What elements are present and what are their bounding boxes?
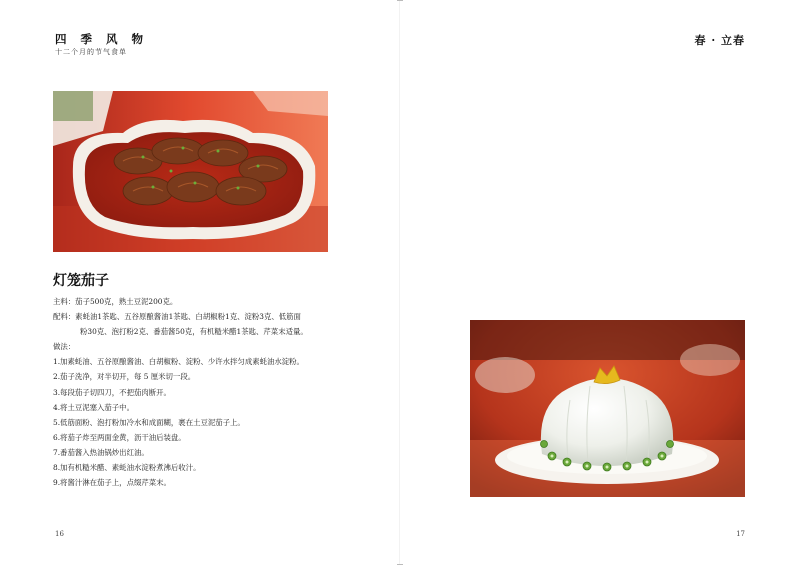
taro-dome-dish-photo <box>470 320 745 497</box>
book-subtitle: 十二个月的节气食单 <box>55 48 127 56</box>
page-number-left: 16 <box>55 530 64 538</box>
book-title: 四 季 风 物 <box>55 32 149 46</box>
recipe-line: 1.加素蚝油、五谷原酿酱油、白胡椒粉、淀粉、少许水拌匀成素蚝油水淀粉。 <box>53 357 304 367</box>
season-label: 春 · 立春 <box>694 34 745 47</box>
recipe-line: 3.每段茄子切四刀，不把茄肉断开。 <box>53 387 171 397</box>
recipe-line: 粉30克、泡打粉2克、番茄酱50克，有机糙米醋1茶匙、芹菜末适量。 <box>80 327 308 337</box>
recipe-text-left <box>53 294 308 490</box>
page-number-right: 17 <box>736 530 745 538</box>
recipe-line: 9.将酱汁淋在茄子上，点缀芹菜末。 <box>53 478 171 488</box>
eggplant-dish-photo <box>53 91 328 252</box>
recipe-line: 配料：素蚝油1茶匙、五谷原酿酱油1茶匙、白胡椒粉1克、淀粉3克、低筋面 <box>53 312 301 322</box>
recipe-line: 6.将茄子炸至两面金黄，沥干油后装盘。 <box>53 432 186 442</box>
recipe-line: 8.加有机糙米醋、素蚝油水淀粉煮沸后收汁。 <box>53 463 201 473</box>
recipe-line: 2.茄子洗净，对半切开，每 5 厘米切一段。 <box>53 372 196 382</box>
recipe-line: 4.将土豆泥塞入茄子中。 <box>53 402 134 412</box>
recipe-line: 做法： <box>53 342 76 352</box>
recipe-line: 5.低筋面粉、泡打粉加冷水和成面糊，裹在土豆泥茄子上。 <box>53 417 245 427</box>
recipe-line: 主料：茄子500克，熟土豆泥200克。 <box>53 297 178 306</box>
recipe-line: 7.番茄酱入热油锅炒出红油。 <box>53 447 149 457</box>
dish-title-eggplant: 灯笼茄子 <box>53 273 109 289</box>
